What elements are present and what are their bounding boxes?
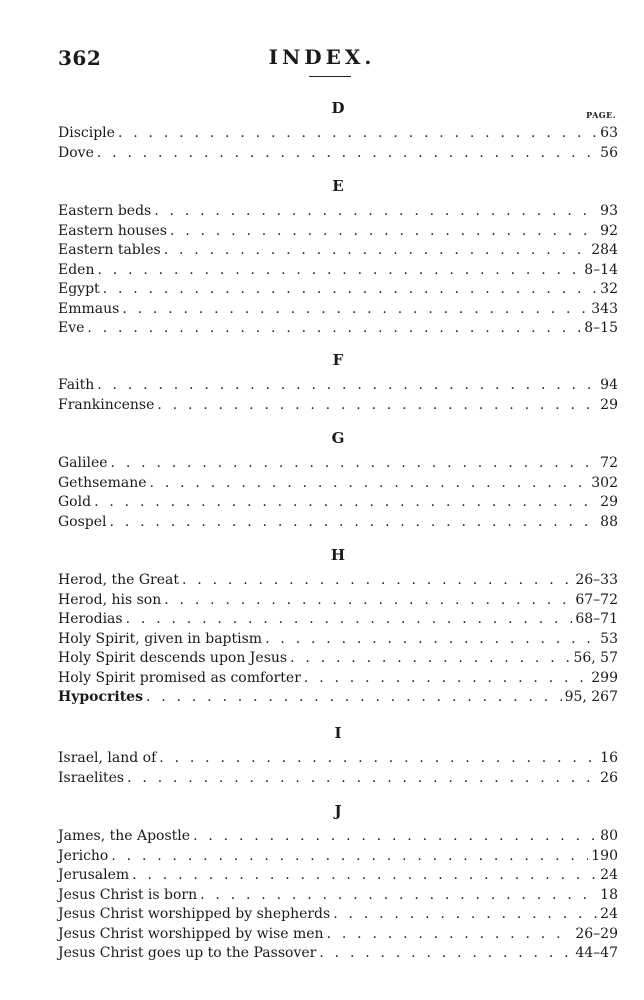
entry-page: 8–15 — [584, 320, 618, 336]
entry-page: 24 — [600, 906, 618, 922]
entry-list — [58, 376, 618, 415]
entry-term: Eden — [58, 261, 95, 278]
index-entry — [58, 591, 618, 611]
entry-term: Jesus Christ worshipped by wise men — [58, 925, 324, 942]
dot-leader — [110, 513, 598, 533]
section-letter: F — [332, 351, 344, 369]
index-entry — [58, 827, 618, 847]
section-letter: J — [334, 802, 342, 820]
dot-leader — [157, 396, 597, 416]
index-entry — [58, 319, 618, 339]
entry-term: Galilee — [58, 455, 108, 471]
index-entry — [58, 571, 618, 591]
dot-leader — [146, 688, 562, 708]
entry-page: 44–47 — [575, 945, 618, 961]
entry-page: 72 — [600, 455, 618, 471]
dot-leader — [193, 827, 597, 847]
dot-leader — [327, 925, 573, 945]
index-entry — [58, 925, 618, 945]
entry-term: Eastern houses — [58, 222, 167, 239]
entry-term: Emmaus — [58, 300, 120, 317]
index-entry — [58, 124, 618, 144]
entry-page: 8–14 — [584, 261, 618, 278]
section-f — [58, 350, 618, 415]
section-letter: E — [332, 177, 344, 195]
entry-page: 32 — [600, 281, 618, 297]
entry-term: Eastern beds — [58, 203, 152, 219]
page-title: INDEX. — [268, 45, 376, 69]
dot-leader — [154, 202, 597, 222]
index-entry — [58, 688, 618, 708]
entry-list — [58, 454, 618, 532]
dot-leader — [290, 649, 570, 669]
index-entry — [58, 396, 618, 416]
entry-list — [58, 124, 618, 163]
entry-page: 26–33 — [575, 572, 618, 588]
entry-term: Jericho — [58, 847, 109, 864]
section-h — [58, 545, 618, 708]
dot-leader — [122, 300, 588, 320]
index-entry — [58, 261, 618, 281]
dot-leader — [97, 144, 597, 164]
dot-leader — [159, 749, 597, 769]
dot-leader — [200, 886, 597, 906]
index-entry — [58, 630, 618, 650]
entry-page: 299 — [591, 669, 618, 686]
index-entry — [58, 610, 618, 630]
dot-leader — [127, 769, 597, 789]
entry-term: Frankincense — [58, 396, 155, 413]
entry-term: Gold — [58, 494, 92, 510]
entry-page: 56 — [600, 144, 618, 161]
entry-page: 26 — [600, 769, 618, 786]
index-entry — [58, 649, 618, 669]
entry-page: 68–71 — [575, 611, 618, 627]
index-entry — [58, 376, 618, 396]
index-entry — [58, 241, 618, 261]
entry-page: 92 — [600, 222, 618, 239]
index-entry — [58, 669, 618, 689]
entry-page: 26–29 — [575, 925, 618, 942]
index-entry — [58, 300, 618, 320]
index-entry — [58, 144, 618, 164]
entry-term: Gethsemane — [58, 474, 147, 491]
entry-list — [58, 571, 618, 708]
entry-term: Jesus Christ is born — [58, 886, 198, 903]
index-entry — [58, 222, 618, 242]
dot-leader — [132, 866, 597, 886]
entry-page: 95, 267 — [564, 689, 618, 705]
index-entry — [58, 280, 618, 300]
entry-page: 88 — [600, 513, 618, 530]
section-j — [58, 801, 618, 964]
dot-leader — [87, 319, 581, 339]
entry-term: Holy Spirit, given in baptism — [58, 630, 263, 647]
entry-page: 94 — [600, 377, 618, 393]
entry-term: Hypocrites — [58, 689, 143, 705]
index-entry — [58, 866, 618, 886]
dot-leader — [164, 241, 589, 261]
section-g — [58, 428, 618, 532]
index-entry — [58, 513, 618, 533]
entry-term: Dove — [58, 144, 94, 161]
entry-page: 284 — [591, 242, 618, 258]
entry-term: Herod, the Great — [58, 572, 179, 588]
index-entry — [58, 202, 618, 222]
entry-page: 190 — [591, 847, 618, 864]
entry-term: Eve — [58, 320, 85, 336]
dot-leader — [94, 493, 597, 513]
entry-page: 29 — [600, 494, 618, 510]
entry-term: Faith — [58, 377, 95, 393]
entry-list — [58, 749, 618, 788]
index-entry — [58, 944, 618, 964]
entry-term: James, the Apostle — [58, 828, 191, 844]
page-number: 362 — [58, 46, 102, 70]
entry-term: Jesus Christ goes up to the Passover — [58, 945, 317, 961]
entry-page: 53 — [600, 630, 618, 647]
entry-term: Disciple — [58, 125, 115, 141]
dot-leader — [118, 124, 597, 144]
entry-list — [58, 827, 618, 964]
index-entry — [58, 474, 618, 494]
dot-leader — [97, 376, 597, 396]
dot-leader — [164, 591, 572, 611]
entry-term: Holy Spirit promised as comforter — [58, 669, 301, 686]
entry-page: 24 — [600, 867, 618, 883]
section-letter: G — [331, 429, 345, 447]
entry-term: Jerusalem — [58, 867, 130, 883]
entry-term: Israel, land of — [58, 750, 157, 766]
index-entry — [58, 847, 618, 867]
index-entry — [58, 454, 618, 474]
dot-leader — [111, 847, 588, 867]
dot-leader — [126, 610, 573, 630]
index-entry — [58, 905, 618, 925]
dot-leader — [103, 280, 597, 300]
title-rule — [309, 76, 351, 77]
entry-page: 67–72 — [575, 591, 618, 608]
entry-term: Herodias — [58, 611, 123, 627]
dot-leader — [182, 571, 572, 591]
entry-term: Eastern tables — [58, 242, 161, 258]
entry-page: 343 — [591, 300, 618, 317]
entry-term: Egypt — [58, 281, 100, 297]
page-column-label: PAGE. — [586, 110, 616, 120]
entry-page: 16 — [600, 750, 618, 766]
entry-page: 56, 57 — [573, 650, 618, 666]
index-entry — [58, 886, 618, 906]
dot-leader — [170, 222, 597, 242]
dot-leader — [319, 944, 572, 964]
entry-term: Herod, his son — [58, 591, 162, 608]
entry-list — [58, 202, 618, 339]
entry-page: 80 — [600, 828, 618, 844]
index-entry — [58, 749, 618, 769]
section-letter: I — [334, 724, 342, 742]
dot-leader — [97, 261, 581, 281]
section-d — [58, 98, 618, 163]
entry-page: 29 — [600, 396, 618, 413]
dot-leader — [265, 630, 597, 650]
dot-leader — [111, 454, 598, 474]
entry-term: Jesus Christ worshipped by shepherds — [58, 906, 331, 922]
entry-term: Gospel — [58, 513, 107, 530]
entry-term: Holy Spirit descends upon Jesus — [58, 650, 288, 666]
index-entry — [58, 493, 618, 513]
index-entry — [58, 769, 618, 789]
dot-leader — [150, 474, 589, 494]
section-letter: H — [330, 546, 346, 564]
dot-leader — [333, 905, 597, 925]
entry-page: 18 — [600, 886, 618, 903]
entry-page: 93 — [600, 203, 618, 219]
section-e — [58, 176, 618, 339]
dot-leader — [304, 669, 588, 689]
section-letter: D — [331, 99, 345, 117]
entry-page: 302 — [591, 474, 618, 491]
entry-term: Israelites — [58, 769, 125, 786]
entry-page: 63 — [600, 125, 618, 141]
section-i — [58, 723, 618, 788]
